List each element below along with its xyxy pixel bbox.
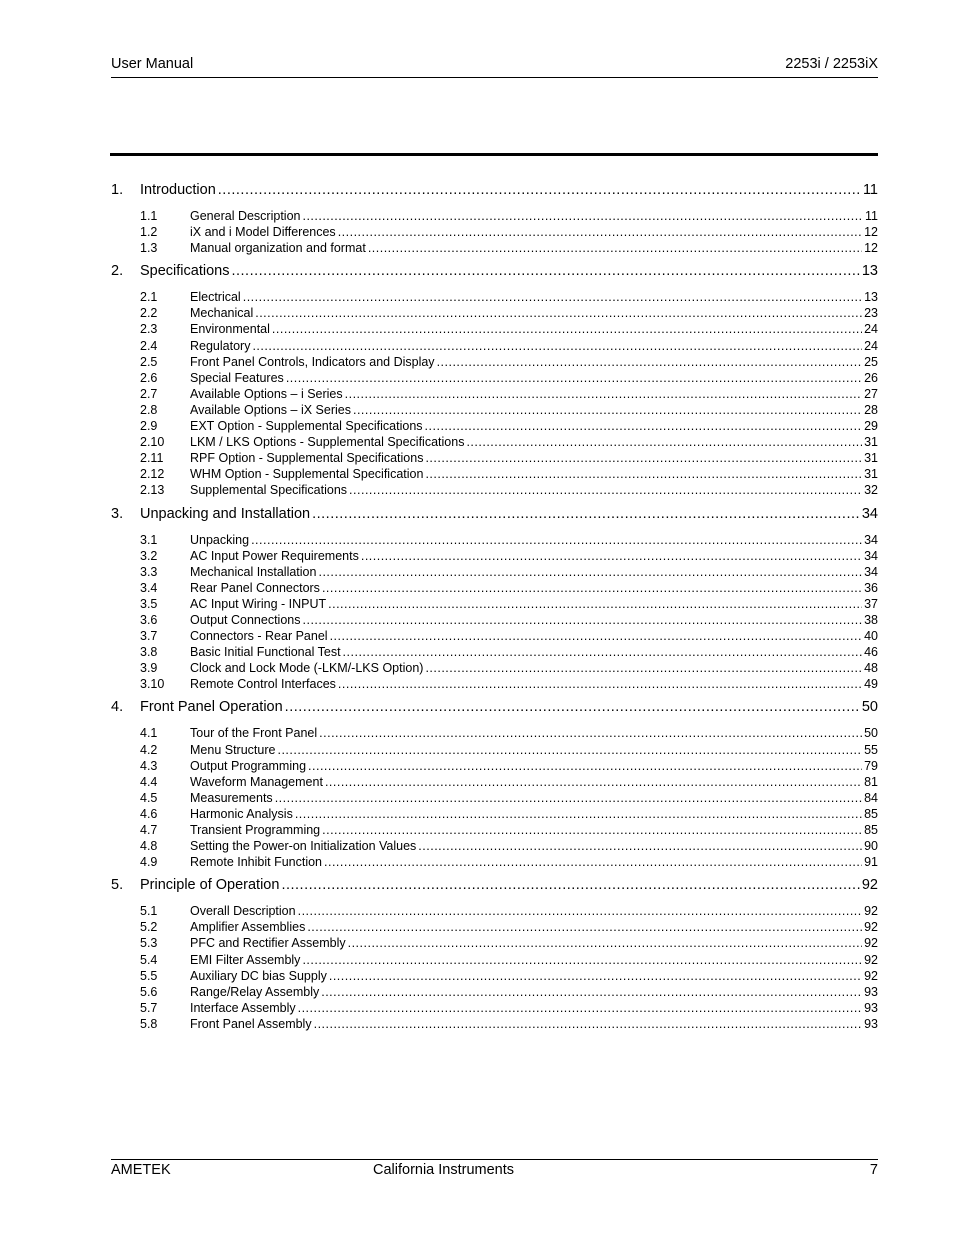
section-title: Transient Programming [190, 823, 321, 837]
section-title: Harmonic Analysis [190, 806, 293, 821]
section-number: 3.5 [140, 596, 158, 611]
section-title: Rear Panel Connectors [190, 580, 320, 595]
toc-section-entry[interactable] [111, 322, 878, 338]
section-page-number: 31 [864, 451, 878, 466]
section-number: 2.13 [140, 483, 165, 498]
section-number: 1.3 [140, 241, 158, 256]
section-title: Basic Initial Functional Test [190, 645, 341, 660]
section-page-number: 92 [864, 904, 878, 919]
section-number: 4.9 [140, 855, 158, 870]
section-page-number: 32 [864, 483, 878, 498]
section-page-number: 90 [864, 839, 878, 854]
section-title: Special Features [190, 370, 284, 385]
toc-divider [110, 153, 878, 156]
toc-section-entry[interactable] [111, 435, 878, 451]
section-number: 2.4 [140, 338, 158, 353]
section-number: 2.6 [140, 370, 158, 385]
section-number: 4.6 [140, 806, 158, 821]
section-title: Menu Structure [190, 742, 276, 757]
toc-section-entry[interactable] [111, 677, 878, 693]
section-page-number: 34 [864, 548, 878, 563]
dot-leader [231, 263, 859, 279]
dot-leader [277, 743, 862, 757]
dot-leader [281, 877, 859, 893]
section-title: Measurements [190, 790, 273, 805]
page-footer [111, 1159, 878, 1184]
section-page-number: 27 [864, 386, 878, 401]
dot-leader [437, 355, 863, 369]
section-number: 2.3 [140, 322, 158, 337]
dot-leader [252, 339, 862, 353]
dot-leader [325, 775, 862, 789]
toc-section-entry[interactable] [111, 483, 878, 499]
section-page-number: 85 [864, 823, 878, 837]
dot-leader [295, 807, 862, 821]
section-page-number: 24 [864, 338, 878, 353]
section-page-number: 31 [864, 467, 878, 482]
table-of-contents [111, 182, 878, 1039]
section-number: 1.1 [140, 209, 158, 223]
dot-leader [302, 209, 863, 223]
section-title: PFC and Rectifier Assembly [190, 936, 346, 951]
toc-chapter [111, 263, 878, 499]
chapter-number: 2. [111, 263, 124, 280]
section-page-number: 79 [864, 758, 878, 773]
section-number: 2.12 [140, 467, 165, 482]
section-number: 3.2 [140, 548, 158, 563]
section-page-number: 93 [864, 984, 878, 999]
section-page-number: 92 [864, 920, 878, 935]
toc-section-entry[interactable] [111, 823, 878, 839]
chapter-number: 4. [111, 699, 124, 716]
toc-section-entry[interactable] [111, 661, 878, 677]
section-page-number: 50 [864, 726, 878, 741]
section-title: Tour of the Front Panel [190, 726, 318, 741]
footer-division: California Instruments [373, 1162, 515, 1178]
section-page-number: 85 [864, 806, 878, 821]
section-page-number: 34 [864, 532, 878, 547]
section-title: Remote Inhibit Function [190, 855, 323, 870]
section-number: 4.3 [140, 758, 158, 773]
section-number: 4.4 [140, 774, 158, 789]
dot-leader [286, 371, 862, 385]
section-number: 5.8 [140, 1016, 158, 1031]
section-number: 2.2 [140, 306, 158, 321]
toc-section-entry[interactable] [111, 371, 878, 387]
section-title: Overall Description [190, 904, 296, 919]
section-title: AC Input Power Requirements [190, 548, 359, 563]
section-number: 1.2 [140, 225, 158, 240]
section-page-number: 55 [864, 742, 878, 757]
toc-chapter-entry[interactable] [111, 506, 878, 528]
section-title: Connectors - Rear Panel [190, 629, 328, 644]
section-title: RPF Option - Supplemental Specifications [190, 451, 424, 466]
toc-section-entry[interactable] [111, 306, 878, 322]
dot-leader [425, 467, 862, 481]
dot-leader [319, 726, 862, 740]
toc-section-entry[interactable] [111, 387, 878, 403]
dot-leader [324, 855, 862, 869]
header-model-number: 2253i / 2253iX [785, 56, 878, 72]
chapter-page-number: 34 [861, 505, 878, 522]
dot-leader [368, 241, 862, 255]
dot-leader [312, 506, 860, 522]
dot-leader [307, 920, 862, 934]
section-title: Available Options – i Series [190, 386, 343, 401]
toc-chapter [111, 182, 878, 257]
section-title: Clock and Lock Mode (-LKM/-LKS Option) [190, 661, 424, 676]
toc-section-entry[interactable] [111, 241, 878, 257]
chapter-title: Front Panel Operation [140, 699, 283, 716]
section-title: Mechanical [190, 306, 254, 321]
section-page-number: 48 [864, 661, 878, 676]
dot-leader [251, 533, 862, 547]
section-page-number: 84 [864, 790, 878, 805]
toc-section-entry[interactable] [111, 645, 878, 661]
section-title: Mechanical Installation [190, 564, 317, 579]
toc-section-entry[interactable] [111, 759, 878, 775]
dot-leader [466, 435, 862, 449]
chapter-title: Introduction [140, 182, 216, 198]
footer-page-number: 7 [869, 1162, 878, 1178]
section-page-number: 81 [864, 774, 878, 789]
chapter-title: Unpacking and Installation [140, 505, 311, 522]
section-number: 4.1 [140, 726, 158, 741]
footer-company: AMETEK [111, 1162, 171, 1178]
toc-chapter-entry[interactable] [111, 877, 878, 899]
section-number: 4.8 [140, 839, 158, 854]
toc-chapter [111, 506, 878, 694]
section-number: 3.10 [140, 677, 165, 692]
section-number: 3.1 [140, 532, 158, 547]
section-number: 2.1 [140, 290, 158, 305]
dot-leader [298, 1001, 862, 1015]
section-number: 3.6 [140, 612, 158, 627]
section-page-number: 92 [864, 968, 878, 983]
toc-section-entry[interactable] [111, 936, 878, 952]
dot-leader [338, 225, 862, 239]
section-number: 3.4 [140, 580, 158, 595]
section-number: 2.7 [140, 386, 158, 401]
section-page-number: 93 [864, 1000, 878, 1015]
section-number: 4.5 [140, 790, 158, 805]
dot-leader [329, 969, 862, 983]
header-manual-title: User Manual [111, 56, 194, 72]
page-header [111, 55, 878, 78]
section-page-number: 46 [864, 645, 878, 660]
dot-leader [285, 699, 860, 715]
chapter-page-number: 92 [861, 877, 878, 894]
section-page-number: 23 [864, 306, 878, 321]
toc-section-entry[interactable] [111, 743, 878, 759]
section-page-number: 91 [864, 855, 878, 870]
section-title: Range/Relay Assembly [190, 984, 320, 999]
toc-section-entry[interactable] [111, 451, 878, 467]
section-page-number: 49 [864, 677, 878, 692]
toc-section-entry[interactable] [111, 403, 878, 419]
toc-section-entry[interactable] [111, 467, 878, 483]
dot-leader [361, 549, 862, 563]
dot-leader [255, 306, 862, 320]
dot-leader [321, 985, 862, 999]
section-page-number: 38 [864, 612, 878, 627]
toc-section-entry[interactable] [111, 855, 878, 871]
toc-section-entry[interactable] [111, 629, 878, 645]
section-number: 5.2 [140, 920, 158, 935]
section-title: Output Connections [190, 612, 301, 627]
toc-section-entry[interactable] [111, 839, 878, 855]
section-number: 3.7 [140, 629, 158, 644]
toc-section-entry[interactable] [111, 613, 878, 629]
toc-chapter [111, 877, 878, 1033]
section-title: Amplifier Assemblies [190, 920, 306, 935]
dot-leader [425, 419, 863, 433]
toc-section-entry[interactable] [111, 355, 878, 371]
dot-leader [343, 645, 863, 659]
section-number: 2.5 [140, 354, 158, 369]
dot-leader [353, 403, 862, 417]
toc-section-entry[interactable] [111, 419, 878, 435]
section-title: Waveform Management [190, 774, 323, 789]
section-page-number: 92 [864, 936, 878, 951]
toc-section-entry[interactable] [111, 1001, 878, 1017]
dot-leader [302, 953, 862, 967]
section-number: 2.11 [140, 451, 164, 466]
section-page-number: 29 [864, 419, 878, 434]
section-page-number: 25 [864, 354, 878, 369]
section-title: Electrical [190, 290, 241, 305]
section-number: 2.8 [140, 402, 158, 417]
toc-section-entry[interactable] [111, 209, 878, 225]
section-number: 3.9 [140, 661, 158, 676]
toc-section-entry[interactable] [111, 807, 878, 823]
section-title: EMI Filter Assembly [190, 952, 301, 967]
section-title: Manual organization and format [190, 241, 366, 256]
chapter-number: 3. [111, 505, 124, 522]
section-title: iX and i Model Differences [190, 225, 336, 240]
dot-leader [318, 565, 862, 579]
toc-section-entry[interactable] [111, 549, 878, 565]
toc-section-entry[interactable] [111, 339, 878, 355]
section-page-number: 92 [864, 952, 878, 967]
section-number: 5.6 [140, 984, 158, 999]
dot-leader [338, 677, 862, 691]
dot-leader [303, 613, 863, 627]
section-page-number: 26 [864, 370, 878, 385]
section-page-number: 24 [864, 322, 878, 337]
section-title: Supplemental Specifications [190, 483, 348, 498]
dot-leader [328, 597, 862, 611]
toc-section-entry[interactable] [111, 565, 878, 581]
section-title: General Description [190, 209, 301, 223]
section-page-number: 12 [864, 241, 878, 256]
toc-section-entry[interactable] [111, 904, 878, 920]
toc-section-entry[interactable] [111, 726, 878, 742]
section-page-number: 36 [864, 580, 878, 595]
section-number: 3.3 [140, 564, 158, 579]
section-page-number: 12 [864, 225, 878, 240]
dot-leader [298, 904, 863, 918]
section-title: Available Options – iX Series [190, 402, 351, 417]
section-number: 5.5 [140, 968, 158, 983]
dot-leader [275, 791, 862, 805]
section-number: 5.1 [140, 904, 158, 919]
section-number: 2.10 [140, 435, 165, 450]
section-title: Output Programming [190, 758, 307, 773]
dot-leader [314, 1017, 863, 1031]
section-page-number: 93 [864, 1016, 878, 1031]
section-title: Interface Assembly [190, 1000, 296, 1015]
section-title: Front Panel Controls, Indicators and Display [190, 354, 435, 369]
dot-leader [425, 451, 862, 465]
section-page-number: 13 [864, 290, 878, 305]
toc-section-entry[interactable] [111, 597, 878, 613]
section-number: 2.9 [140, 419, 158, 434]
section-title: LKM / LKS Options - Supplemental Specifications [190, 435, 465, 450]
section-title: Regulatory [190, 338, 251, 353]
section-title: Auxiliary DC bias Supply [190, 968, 327, 983]
toc-chapter-entry[interactable] [111, 263, 878, 285]
dot-leader [425, 661, 862, 675]
toc-section-entry[interactable] [111, 775, 878, 791]
toc-section-entry[interactable] [111, 953, 878, 969]
section-title: EXT Option - Supplemental Specifications [190, 419, 423, 434]
chapter-title: Specifications [140, 263, 230, 280]
dot-leader [272, 322, 862, 336]
toc-section-entry[interactable] [111, 985, 878, 1001]
toc-section-entry[interactable] [111, 581, 878, 597]
chapter-page-number: 13 [861, 263, 878, 280]
dot-leader [418, 839, 862, 853]
section-number: 4.7 [140, 823, 158, 837]
toc-section-entry[interactable] [111, 533, 878, 549]
chapter-page-number: 11 [862, 182, 878, 198]
section-title: Environmental [190, 322, 270, 337]
section-title: WHM Option - Supplemental Specification [190, 467, 424, 482]
section-number: 5.3 [140, 936, 158, 951]
chapter-number: 5. [111, 877, 124, 894]
chapter-number: 1. [111, 182, 124, 198]
section-title: Remote Control Interfaces [190, 677, 336, 692]
dot-leader [218, 182, 861, 198]
dot-leader [322, 581, 862, 595]
toc-section-entry[interactable] [111, 920, 878, 936]
section-title: Setting the Power-on Initialization Values [190, 839, 417, 854]
section-number: 4.2 [140, 742, 158, 757]
section-page-number: 34 [864, 564, 878, 579]
chapter-page-number: 50 [861, 699, 878, 716]
section-page-number: 37 [864, 596, 878, 611]
section-number: 5.4 [140, 952, 158, 967]
toc-chapter-entry[interactable] [111, 699, 878, 721]
toc-section-entry[interactable] [111, 1017, 878, 1033]
toc-section-entry[interactable] [111, 290, 878, 306]
chapter-title: Principle of Operation [140, 877, 280, 894]
section-page-number: 28 [864, 402, 878, 417]
toc-section-entry[interactable] [111, 969, 878, 985]
dot-leader [243, 290, 862, 304]
section-title: AC Input Wiring - INPUT [190, 596, 327, 611]
dot-leader [349, 483, 862, 497]
section-number: 5.7 [140, 1000, 158, 1015]
dot-leader [322, 823, 862, 837]
section-page-number: 31 [864, 435, 878, 450]
dot-leader [330, 629, 863, 643]
section-page-number: 11 [865, 209, 878, 223]
section-title: Front Panel Assembly [190, 1016, 312, 1031]
section-title: Unpacking [190, 532, 250, 547]
dot-leader [345, 387, 862, 401]
toc-section-entry[interactable] [111, 791, 878, 807]
section-page-number: 40 [864, 629, 878, 644]
dot-leader [348, 936, 862, 950]
toc-chapter [111, 699, 878, 871]
toc-chapter-entry[interactable] [111, 182, 878, 204]
toc-section-entry[interactable] [111, 225, 878, 241]
dot-leader [308, 759, 862, 773]
section-number: 3.8 [140, 645, 158, 660]
